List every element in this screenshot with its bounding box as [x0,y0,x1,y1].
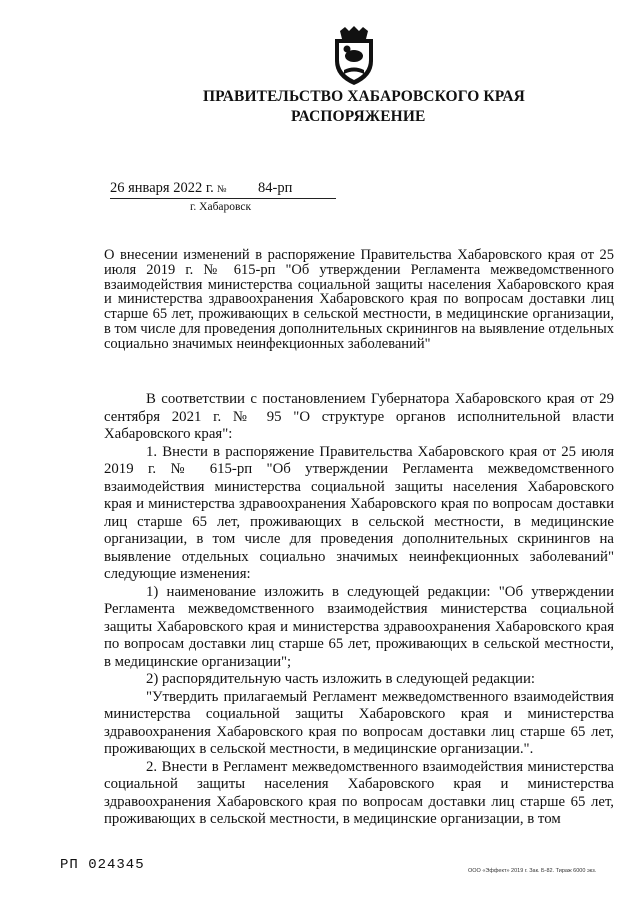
body-paragraph: "Утвердить прилагаемый Регламент межведомственного взаимодействия министерства социальной защиты Хабаровского края и министерства здравоохранения Хабаровского края по вопросам доставки лиц старше 65 лет, проживающих в сельской местности, в медицинские организации.". [104,688,614,757]
document-type-title: РАСПОРЯЖЕНИЕ [291,108,426,125]
document-body [104,391,614,829]
printer-imprint: ООО «Эффект» 2019 г. Зак. Б-82. Тираж 6000 экз. [468,868,597,874]
form-serial-number: РП 024345 [60,857,145,873]
body-paragraph: 1. Внести в распоряжение Правительства Хабаровского края от 25 июля 2019 г. № 615-рп "Об утверждении Регламента межведомственного взаимодействия министерства социальной защиты населения Хабаровского края и министерства здравоохранения Хабаровского края по вопросам доставки лиц старше 65 лет, проживающих в сельской местности, в медицинские организации, в том числе для проведения дополнительных скринингов на выявление отдельных социально значимых неинфекционных заболеваний" следующие изменения: [104,443,614,582]
body-paragraph: В соответствии с постановлением Губернатора Хабаровского края от 29 сентября 2021 г. № 95 "О структуре органов исполнительной власти Хабаровского края": [104,391,614,442]
document-date: 26 января 2022 г. [110,180,214,196]
coat-of-arms-emblem [331,25,377,87]
document-subject: О внесении изменений в распоряжение Правительства Хабаровского края от 25 июля 2019 г. № 615-рп "Об утверждении Регламента межведомственного взаимодействия министерства социальной защиты населения Хабаровского края и министерства здравоохранения Хабаровского края по вопросам доставки лиц старше 65 лет, проживающих в сельской местности, в медицинские организации, в том числе для проведения дополнительных скринингов на выявление отдельных социально значимых неинфекционных заболеваний" [104,247,614,352]
document-city: г. Хабаровск [190,201,252,213]
document-number: 84-рп [258,180,293,196]
number-label: № [217,184,227,195]
body-paragraph: 2. Внести в Регламент межведомственного взаимодействия министерства социальной защиты населения Хабаровского края и министерства здравоохранения Хабаровского края по вопросам доставки лиц старше 65 лет, проживающих в сельской местности, в медицинские организации, в том [104,758,614,827]
government-title: ПРАВИТЕЛЬСТВО ХАБАРОВСКОГО КРАЯ [203,88,525,105]
body-paragraph: 2) распорядительную часть изложить в следующей редакции: [146,671,535,687]
date-underline [110,198,336,199]
body-paragraph: 1) наименование изложить в следующей редакции: "Об утверждении Регламента межведомственного взаимодействия министерства социальной защиты Хабаровского края и министерства здравоохранения Хабаровского края по вопросам доставки лиц старше 65 лет, проживающих в сельской местности, в медицинские организации"; [104,583,614,670]
